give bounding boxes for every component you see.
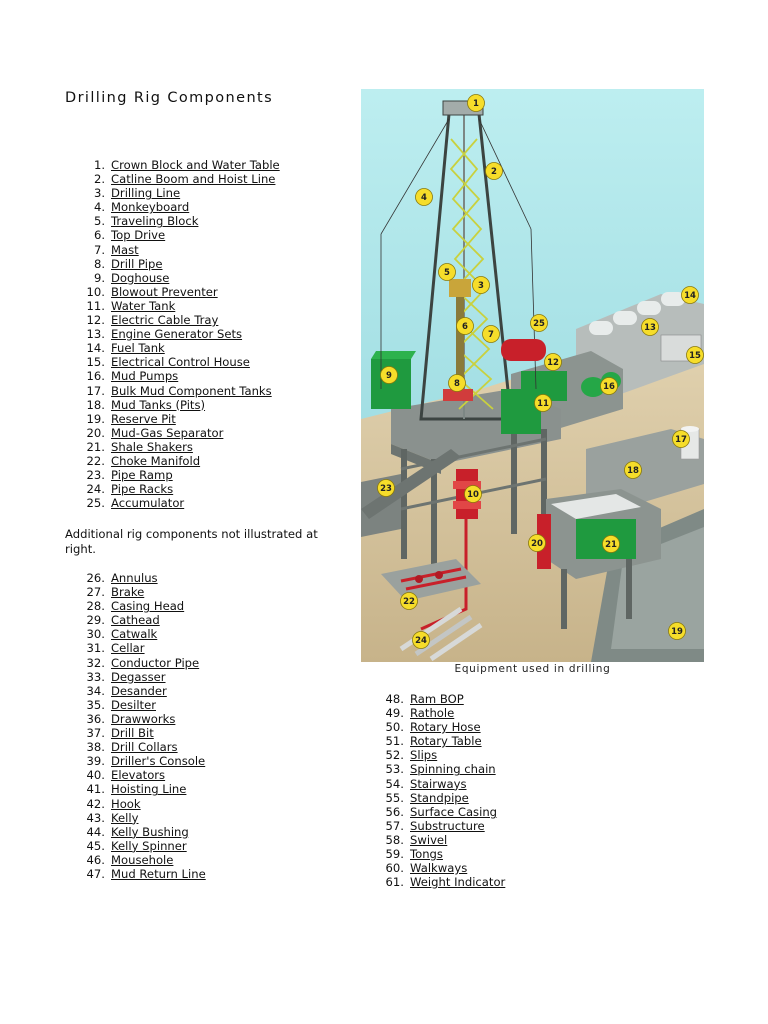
list-item [364, 706, 505, 720]
list-item [65, 158, 280, 172]
list-item-number: 27. [86, 585, 105, 600]
list-item-number: 14. [86, 341, 105, 356]
additional-components-note: Additional rig components not illustrated at right. [65, 527, 318, 556]
list-item-number: 35. [86, 697, 105, 712]
list-item-number: 10. [86, 284, 105, 299]
list-item-number: 59. [385, 847, 404, 862]
callout-9 [381, 367, 398, 384]
svg-text:24: 24 [415, 636, 427, 646]
callout-17 [673, 431, 690, 448]
callout-1 [468, 95, 485, 112]
callout-7 [483, 326, 500, 343]
component-link[interactable]: Mud Pumps [111, 369, 179, 384]
list-item-number: 8. [93, 256, 105, 271]
callout-24 [413, 632, 430, 649]
list-item-number: 57. [385, 818, 404, 833]
list-item-number: 33. [86, 669, 105, 684]
list-item-number: 18. [86, 397, 105, 412]
drilling-rig-illustration [361, 89, 704, 662]
svg-text:25: 25 [533, 319, 545, 329]
list-item-number: 13. [86, 327, 105, 342]
list-item-number: 29. [86, 613, 105, 628]
water-tank [501, 389, 541, 434]
component-link[interactable]: Standpipe [410, 790, 469, 805]
list-item [65, 313, 280, 327]
list-item-number: 31. [86, 641, 105, 656]
svg-text:9: 9 [386, 371, 392, 381]
callout-23 [378, 480, 395, 497]
list-item [65, 585, 206, 599]
callout-2 [486, 163, 503, 180]
list-item [65, 853, 206, 867]
component-link[interactable]: Spinning chain [410, 762, 496, 777]
component-link[interactable]: Surface Casing [410, 804, 498, 819]
callout-20 [529, 535, 546, 552]
component-link[interactable]: Water Tank [111, 298, 176, 313]
callout-21 [603, 536, 620, 553]
additional-components-list-a [65, 571, 206, 881]
callout-4 [416, 189, 433, 206]
callout-16 [601, 378, 618, 395]
list-item [65, 571, 206, 585]
list-item [65, 243, 280, 257]
list-item [65, 839, 206, 853]
component-link[interactable]: Desander [111, 683, 167, 698]
component-link[interactable]: Choke Manifold [111, 453, 201, 468]
component-link[interactable]: Mousehole [111, 852, 174, 867]
component-link[interactable]: Slips [410, 748, 438, 763]
list-item [364, 819, 505, 833]
component-link[interactable]: Conductor Pipe [111, 655, 200, 670]
list-item [364, 692, 505, 706]
callout-19 [669, 623, 686, 640]
component-link[interactable]: Doghouse [111, 270, 170, 285]
list-item [65, 327, 280, 341]
list-item [65, 754, 206, 768]
component-link[interactable]: Mud-Gas Separator [111, 425, 224, 440]
component-link[interactable]: Bulk Mud Component Tanks [111, 383, 272, 398]
list-item-number: 20. [86, 425, 105, 440]
list-item-number: 42. [86, 796, 105, 811]
list-item-number: 40. [86, 768, 105, 783]
list-item-number: 25. [86, 496, 105, 511]
list-item-number: 4. [93, 200, 105, 215]
list-item-number: 15. [86, 355, 105, 370]
list-item [65, 740, 206, 754]
component-link[interactable]: Pipe Racks [111, 482, 174, 497]
callout-5 [439, 264, 456, 281]
svg-text:5: 5 [444, 268, 450, 278]
list-item-number: 19. [86, 411, 105, 426]
additional-components-list-b [364, 692, 505, 889]
list-item [364, 720, 505, 734]
list-item-number: 1. [93, 158, 105, 172]
component-link[interactable]: Rotary Table [410, 734, 482, 749]
svg-text:2: 2 [491, 167, 497, 177]
list-item [65, 825, 206, 839]
svg-text:12: 12 [547, 358, 559, 368]
list-item [65, 670, 206, 684]
component-link[interactable]: Electrical Control House [111, 355, 250, 370]
list-item-number: 43. [86, 810, 105, 825]
svg-text:21: 21 [605, 540, 617, 550]
component-link[interactable]: Rotary Hose [410, 720, 481, 735]
svg-text:3: 3 [478, 281, 484, 291]
svg-text:22: 22 [403, 597, 415, 607]
list-item [65, 599, 206, 613]
svg-text:13: 13 [644, 323, 656, 333]
list-item [65, 811, 206, 825]
svg-text:1: 1 [473, 99, 479, 109]
svg-text:11: 11 [537, 399, 549, 409]
svg-text:4: 4 [421, 193, 427, 203]
list-item-number: 50. [385, 720, 404, 735]
list-item-number: 17. [86, 383, 105, 398]
list-item-number: 5. [93, 214, 105, 229]
list-item [364, 861, 505, 875]
list-item-number: 26. [86, 571, 105, 585]
callout-12 [545, 354, 562, 371]
list-item [65, 271, 280, 285]
list-item [65, 426, 280, 440]
list-item [65, 684, 206, 698]
component-link[interactable]: Tongs [410, 847, 443, 862]
list-item [65, 656, 206, 670]
component-link[interactable]: Drill Pipe [111, 256, 163, 271]
svg-text:20: 20 [531, 539, 543, 549]
component-link[interactable]: Monkeyboard [111, 200, 190, 215]
list-item [65, 412, 280, 426]
list-item-number: 48. [385, 692, 404, 706]
list-item [65, 726, 206, 740]
callout-15 [687, 347, 704, 364]
list-item-number: 28. [86, 599, 105, 614]
list-item-number: 46. [86, 852, 105, 867]
component-link[interactable]: Elevators [111, 768, 166, 783]
component-link[interactable]: Mud Return Line [111, 866, 206, 881]
list-item [364, 791, 505, 805]
list-item-number: 44. [86, 824, 105, 839]
svg-text:10: 10 [467, 490, 479, 500]
component-link[interactable]: Kelly Spinner [111, 838, 187, 853]
tank-red [501, 339, 546, 361]
svg-text:23: 23 [380, 484, 392, 494]
list-item [65, 228, 280, 242]
page-title: Drilling Rig Components [65, 90, 274, 106]
list-item-number: 56. [385, 804, 404, 819]
list-item [364, 762, 505, 776]
list-item [65, 782, 206, 796]
component-link[interactable]: Ram BOP [410, 692, 464, 706]
component-link[interactable]: Swivel [410, 832, 448, 847]
list-item-number: 34. [86, 683, 105, 698]
component-link[interactable]: Accumulator [111, 496, 185, 511]
list-item-number: 55. [385, 790, 404, 805]
list-item-number: 9. [93, 270, 105, 285]
callout-22 [401, 593, 418, 610]
list-item [65, 384, 280, 398]
component-link[interactable]: Cellar [111, 641, 145, 656]
component-link[interactable]: Drawworks [111, 711, 176, 726]
component-link[interactable]: Fuel Tank [111, 341, 165, 356]
callout-13 [642, 319, 659, 336]
component-link[interactable]: Driller's Console [111, 754, 206, 769]
callout-10 [465, 486, 482, 503]
component-link[interactable]: Degasser [111, 669, 166, 684]
component-link[interactable]: Drill Bit [111, 726, 154, 741]
component-link[interactable]: Hoisting Line [111, 782, 187, 797]
list-item-number: 51. [385, 734, 404, 749]
list-item-number: 53. [385, 762, 404, 777]
component-link[interactable]: Stairways [410, 776, 467, 791]
list-item [65, 369, 280, 383]
list-item [65, 172, 280, 186]
component-link[interactable]: Drill Collars [111, 740, 178, 755]
list-item [65, 627, 206, 641]
list-item [364, 805, 505, 819]
list-item-number: 45. [86, 838, 105, 853]
list-item [65, 355, 280, 369]
component-link[interactable]: Top Drive [111, 228, 166, 243]
callout-3 [473, 277, 490, 294]
list-item-number: 11. [86, 298, 105, 313]
component-link[interactable]: Crown Block and Water Table [111, 158, 280, 172]
list-item [65, 768, 206, 782]
list-item [65, 398, 280, 412]
component-link[interactable]: Walkways [410, 861, 468, 876]
svg-text:7: 7 [488, 330, 494, 340]
component-link[interactable]: Shale Shakers [111, 439, 193, 454]
component-link[interactable]: Engine Generator Sets [111, 327, 243, 342]
component-link[interactable]: Electric Cable Tray [111, 313, 219, 328]
component-link[interactable]: Casing Head [111, 599, 185, 614]
callout-8 [449, 375, 466, 392]
list-item [65, 186, 280, 200]
list-item-number: 49. [385, 706, 404, 721]
list-item-number: 41. [86, 782, 105, 797]
list-item [65, 214, 280, 228]
list-item-number: 54. [385, 776, 404, 791]
callout-18 [625, 462, 642, 479]
list-item-number: 37. [86, 726, 105, 741]
list-item-number: 24. [86, 482, 105, 497]
list-item-number: 47. [86, 866, 105, 881]
svg-text:6: 6 [462, 322, 468, 332]
svg-text:16: 16 [603, 382, 615, 392]
list-item [65, 285, 280, 299]
svg-text:14: 14 [684, 291, 696, 301]
list-item [65, 440, 280, 454]
list-item [65, 341, 280, 355]
svg-text:19: 19 [671, 627, 683, 637]
list-item [364, 777, 505, 791]
list-item [65, 698, 206, 712]
list-item-number: 6. [93, 228, 105, 243]
list-item-number: 23. [86, 468, 105, 483]
list-item-number: 30. [86, 627, 105, 642]
list-item [65, 613, 206, 627]
list-item-number: 36. [86, 711, 105, 726]
list-item [65, 482, 280, 496]
component-link[interactable]: Pipe Ramp [111, 468, 173, 483]
list-item-number: 2. [93, 172, 105, 187]
component-link[interactable]: Mud Tanks (Pits) [111, 397, 206, 412]
list-item [65, 299, 280, 313]
callout-11 [535, 395, 552, 412]
list-item [65, 454, 280, 468]
list-item-number: 22. [86, 453, 105, 468]
list-item [364, 875, 505, 889]
list-item-number: 61. [385, 875, 404, 890]
list-item [65, 712, 206, 726]
list-item-number: 7. [93, 242, 105, 257]
component-link[interactable]: Kelly Bushing [111, 824, 189, 839]
svg-text:15: 15 [689, 351, 701, 361]
component-link[interactable]: Drilling Line [111, 186, 181, 201]
list-item [65, 468, 280, 482]
list-item [65, 200, 280, 214]
component-link[interactable]: Annulus [111, 571, 158, 585]
svg-text:8: 8 [454, 379, 460, 389]
list-item [65, 797, 206, 811]
list-item [364, 734, 505, 748]
component-link[interactable]: Brake [111, 585, 145, 600]
list-item-number: 16. [86, 369, 105, 384]
component-link[interactable]: Cathead [111, 613, 160, 628]
list-item-number: 39. [86, 754, 105, 769]
callout-6 [457, 318, 474, 335]
list-item-number: 12. [86, 313, 105, 328]
list-item-number: 58. [385, 832, 404, 847]
list-item-number: 3. [93, 186, 105, 201]
svg-text:17: 17 [675, 435, 687, 445]
callout-25 [531, 315, 548, 332]
component-link[interactable]: Catline Boom and Hoist Line [111, 172, 276, 187]
callout-14 [682, 287, 699, 304]
illustrated-components-list [65, 158, 280, 510]
list-item-number: 52. [385, 748, 404, 763]
list-item [65, 496, 280, 510]
figure-caption: Equipment used in drilling [454, 663, 611, 675]
component-link[interactable]: Reserve Pit [111, 411, 176, 426]
list-item [65, 867, 206, 881]
list-item-number: 32. [86, 655, 105, 670]
list-item [364, 833, 505, 847]
list-item-number: 21. [86, 439, 105, 454]
component-link[interactable]: Weight Indicator [410, 875, 506, 890]
component-link[interactable]: Catwalk [111, 627, 158, 642]
list-item-number: 38. [86, 740, 105, 755]
component-link[interactable]: Blowout Preventer [111, 284, 218, 299]
list-item [65, 257, 280, 271]
component-link[interactable]: Hook [111, 796, 141, 811]
component-link[interactable]: Traveling Block [111, 214, 199, 229]
list-item [65, 641, 206, 655]
list-item [364, 748, 505, 762]
component-link[interactable]: Substructure [410, 818, 485, 833]
component-link[interactable]: Desilter [111, 697, 156, 712]
list-item-number: 60. [385, 861, 404, 876]
component-link[interactable]: Kelly [111, 810, 139, 825]
component-link[interactable]: Rathole [410, 706, 455, 721]
component-link[interactable]: Mast [111, 242, 139, 257]
list-item [364, 847, 505, 861]
svg-text:18: 18 [627, 466, 639, 476]
